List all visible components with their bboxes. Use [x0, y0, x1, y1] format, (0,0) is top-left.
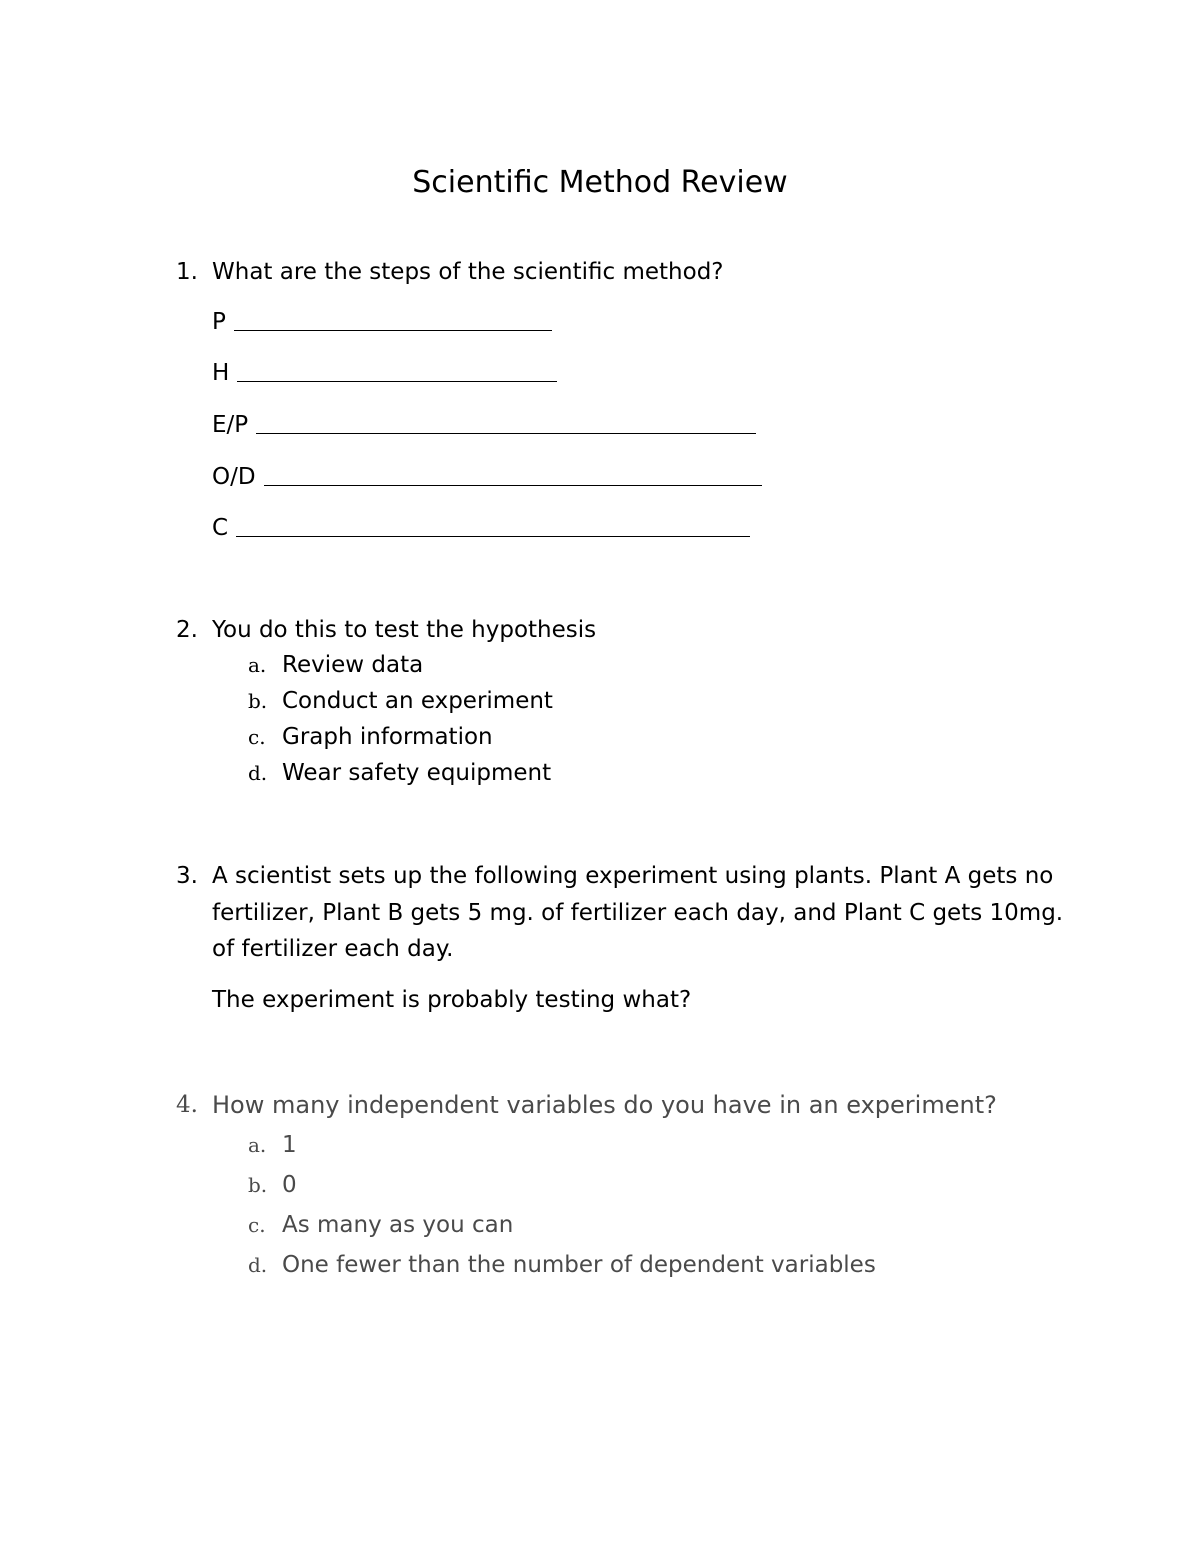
answer-blank-h[interactable]	[212, 355, 557, 391]
option-d[interactable]	[248, 1245, 876, 1285]
question-1-text: What are the steps of the scientific method?	[212, 259, 724, 285]
option-b[interactable]	[248, 683, 553, 719]
option-d[interactable]	[248, 755, 553, 791]
question-3-number: 3.	[176, 863, 198, 889]
blank-rule[interactable]	[236, 536, 750, 537]
question-4-number: 4.	[176, 1092, 198, 1118]
option-letter: d.	[248, 761, 268, 785]
question-2-text: You do this to test the hypothesis	[212, 617, 597, 643]
question-4-options	[248, 1125, 876, 1285]
option-letter: c.	[248, 725, 266, 749]
blank-rule[interactable]	[256, 433, 756, 434]
option-c[interactable]	[248, 719, 553, 755]
option-text: Wear safety equipment	[282, 760, 552, 786]
blank-rule[interactable]	[237, 381, 557, 382]
option-text: Review data	[282, 652, 424, 678]
blank-label-c: C	[212, 515, 229, 541]
option-text: As many as you can	[282, 1212, 514, 1238]
blank-label-p: P	[212, 309, 226, 335]
question-1-number: 1.	[176, 259, 198, 285]
option-a[interactable]	[248, 647, 553, 683]
answer-blank-c[interactable]	[212, 510, 750, 546]
option-letter: b.	[248, 689, 268, 713]
question-3-followup: The experiment is probably testing what?	[212, 987, 692, 1013]
question-2-number: 2.	[176, 617, 198, 643]
option-letter: a.	[248, 653, 267, 677]
option-letter: b.	[248, 1173, 268, 1197]
option-letter: a.	[248, 1133, 267, 1157]
option-c[interactable]	[248, 1205, 876, 1245]
option-text: One fewer than the number of dependent variables	[282, 1252, 876, 1278]
option-letter: d.	[248, 1253, 268, 1277]
option-text: 0	[282, 1172, 297, 1198]
blank-label-ep: E/P	[212, 412, 249, 438]
option-text: Conduct an experiment	[282, 688, 553, 714]
blank-label-h: H	[212, 360, 230, 386]
option-text: 1	[282, 1132, 297, 1158]
option-letter: c.	[248, 1213, 266, 1237]
option-b[interactable]	[248, 1165, 876, 1205]
blank-label-od: O/D	[212, 464, 256, 490]
option-text: Graph information	[282, 724, 493, 750]
blank-rule[interactable]	[264, 485, 762, 486]
question-2-options	[248, 647, 553, 791]
answer-blank-ep[interactable]	[212, 407, 756, 443]
blank-rule[interactable]	[234, 330, 552, 331]
answer-blank-p[interactable]	[212, 304, 552, 340]
option-a[interactable]	[248, 1125, 876, 1165]
page-title: Scientific Method Review	[412, 165, 788, 201]
question-4-text: How many independent variables do you have in an experiment?	[212, 1091, 997, 1119]
answer-blank-od[interactable]	[212, 459, 762, 495]
question-3-text: A scientist sets up the following experiment using plants. Plant A gets no fertilizer, Plant B gets 5 mg. of fertilizer each day, and Plant C gets 10mg. of fertilizer each day.	[212, 863, 1064, 962]
